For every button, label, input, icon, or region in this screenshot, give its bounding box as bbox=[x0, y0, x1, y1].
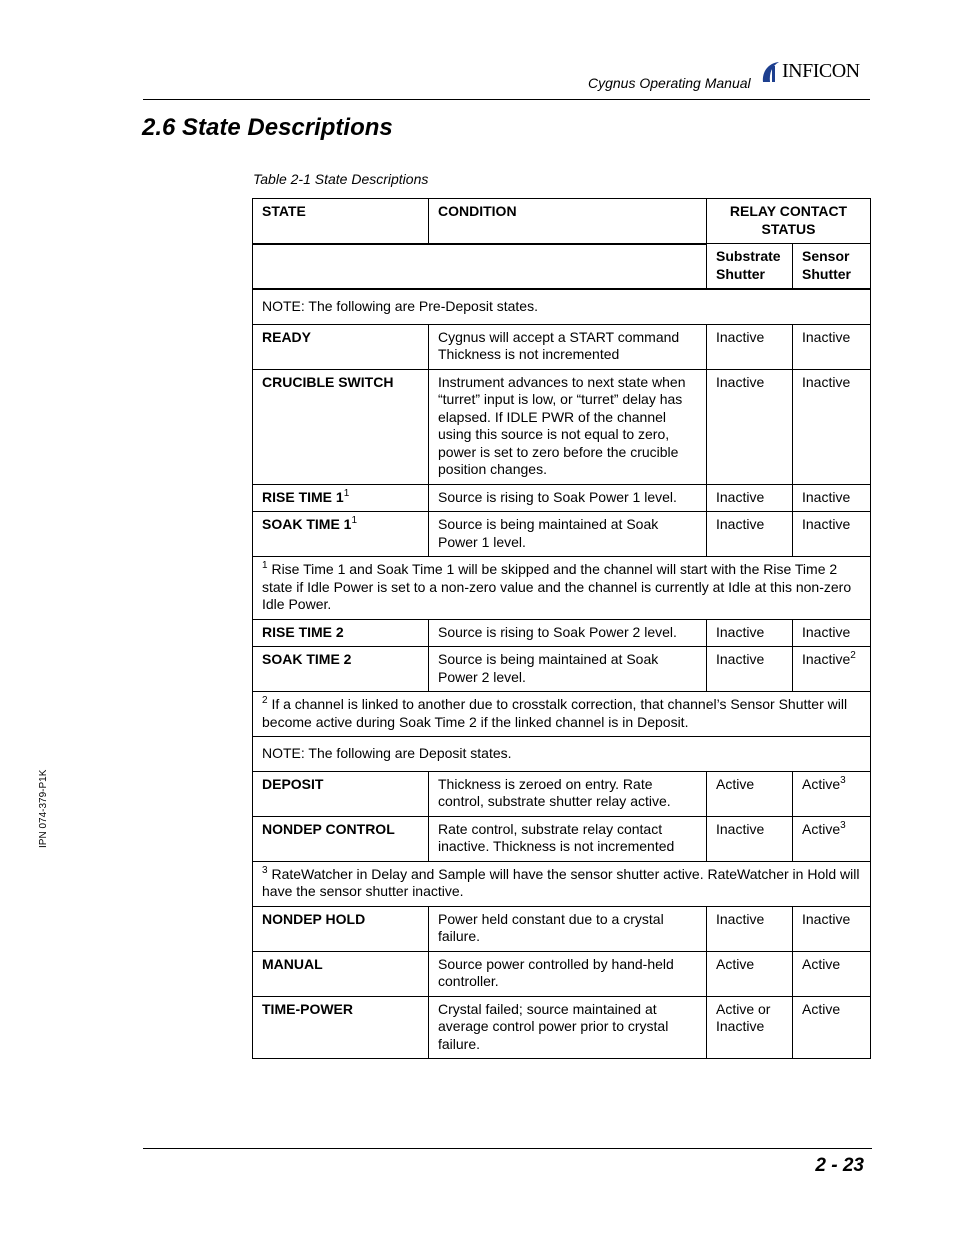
sensor-value: Inactive bbox=[802, 328, 851, 345]
substrate-cell: Inactive bbox=[707, 324, 793, 369]
sensor-value: Inactive bbox=[802, 516, 851, 532]
table-row bbox=[253, 647, 871, 692]
page-number: 2 - 23 bbox=[815, 1155, 864, 1176]
state-label: SOAK TIME 1 bbox=[262, 516, 352, 532]
sensor-footnote-ref: 3 bbox=[840, 819, 846, 831]
inficon-logo-icon bbox=[760, 60, 782, 86]
state-label: SOAK TIME 2 bbox=[262, 651, 352, 667]
state-cell bbox=[253, 816, 429, 861]
sensor-cell bbox=[793, 816, 871, 861]
condition-cell: Source is rising to Soak Power 2 level. bbox=[429, 619, 707, 647]
substrate-cell: Inactive bbox=[707, 369, 793, 484]
header-relay: RELAY CONTACT STATUS bbox=[707, 199, 871, 244]
sensor-cell bbox=[793, 951, 871, 996]
sensor-cell bbox=[793, 369, 871, 484]
table-row bbox=[253, 369, 871, 484]
footnote-1-text: Rise Time 1 and Soak Time 1 will be skipped and the channel will start with the Rise Time 2 state if Idle Power is set to a non-zero value and the channel is currently at Idle at this non-zero Idle Power. bbox=[262, 561, 852, 612]
table-row bbox=[253, 951, 871, 996]
table-row bbox=[253, 619, 871, 647]
logo-text: INFICON bbox=[782, 60, 860, 82]
state-label: RISE TIME 1 bbox=[262, 488, 344, 505]
substrate-cell: Inactive bbox=[707, 512, 793, 557]
subheader-blank bbox=[253, 244, 707, 290]
note-predeposit: NOTE: The following are Pre-Deposit states. bbox=[253, 289, 871, 324]
state-cell bbox=[253, 951, 429, 996]
part-number: IPN 074-379-P1K bbox=[38, 769, 49, 848]
footnote-3-mark: 3 bbox=[262, 864, 268, 876]
state-cell bbox=[253, 906, 429, 951]
state-label: NONDEP HOLD bbox=[262, 910, 366, 927]
state-cell bbox=[253, 484, 429, 512]
state-descriptions-table bbox=[252, 198, 871, 1059]
substrate-cell: Inactive bbox=[707, 619, 793, 647]
state-footnote-ref: 1 bbox=[351, 515, 358, 526]
sensor-cell bbox=[793, 647, 871, 692]
sensor-footnote-ref: 2 bbox=[850, 650, 856, 661]
state-footnote-ref: 1 bbox=[343, 487, 350, 499]
sensor-cell bbox=[793, 906, 871, 951]
sensor-value: Inactive bbox=[802, 373, 851, 390]
subheader-row bbox=[253, 244, 871, 290]
sensor-cell bbox=[793, 512, 871, 557]
substrate-cell: Inactive bbox=[707, 484, 793, 512]
state-label: MANUAL bbox=[262, 955, 323, 972]
footnote-1-mark: 1 bbox=[262, 560, 268, 571]
sensor-cell bbox=[793, 771, 871, 816]
condition-cell: Thickness is zeroed on entry. Rate control, substrate shutter relay active. bbox=[429, 771, 707, 816]
condition-cell: Cygnus will accept a START command Thickness is not incremented bbox=[429, 324, 707, 369]
substrate-cell: Active bbox=[707, 951, 793, 996]
state-cell bbox=[253, 996, 429, 1059]
state-label: TIME-POWER bbox=[262, 1000, 353, 1017]
inficon-logo bbox=[760, 60, 872, 86]
condition-cell: Power held constant due to a crystal failure. bbox=[429, 906, 707, 951]
footnote-2 bbox=[253, 692, 871, 737]
footnote-1-row bbox=[253, 557, 871, 620]
state-label: NONDEP CONTROL bbox=[262, 820, 395, 837]
state-cell bbox=[253, 324, 429, 369]
header-rule bbox=[143, 99, 870, 100]
footnote-3-text: RateWatcher in Delay and Sample will have the sensor shutter active. RateWatcher in Hold will have the sensor shutter inactive. bbox=[262, 865, 860, 899]
section-title: 2.6 State Descriptions bbox=[142, 114, 393, 141]
note-predeposit-row bbox=[253, 289, 871, 324]
sensor-value: Inactive bbox=[802, 651, 851, 667]
sensor-value: Active bbox=[802, 955, 841, 972]
header-sensor: Sensor Shutter bbox=[793, 244, 871, 290]
table-caption: Table 2-1 State Descriptions bbox=[253, 171, 429, 187]
footnote-3 bbox=[253, 861, 871, 906]
condition-cell: Rate control, substrate relay contact inactive. Thickness is not incremented bbox=[429, 816, 707, 861]
footnote-2-mark: 2 bbox=[262, 695, 268, 706]
sensor-value: Inactive bbox=[802, 488, 851, 505]
header-state: STATE bbox=[253, 199, 429, 244]
condition-cell: Source is being maintained at Soak Power 2 level. bbox=[429, 647, 707, 692]
sensor-value: Active bbox=[802, 775, 841, 792]
header-condition: CONDITION bbox=[429, 199, 707, 244]
table-row bbox=[253, 816, 871, 861]
state-label: RISE TIME 2 bbox=[262, 623, 344, 640]
state-cell bbox=[253, 771, 429, 816]
sensor-cell bbox=[793, 324, 871, 369]
condition-cell: Source power controlled by hand-held controller. bbox=[429, 951, 707, 996]
sensor-value: Inactive bbox=[802, 623, 851, 640]
condition-cell: Source is rising to Soak Power 1 level. bbox=[429, 484, 707, 512]
state-label: DEPOSIT bbox=[262, 775, 324, 792]
sensor-value: Active bbox=[802, 1000, 841, 1017]
substrate-cell: Inactive bbox=[707, 906, 793, 951]
table-row bbox=[253, 771, 871, 816]
condition-cell: Crystal failed; source maintained at average control power prior to crystal failure. bbox=[429, 996, 707, 1059]
manual-title: Cygnus Operating Manual bbox=[588, 75, 751, 91]
sensor-value: Inactive bbox=[802, 910, 851, 927]
sensor-value: Active bbox=[802, 820, 841, 837]
table-row bbox=[253, 996, 871, 1059]
state-cell bbox=[253, 619, 429, 647]
substrate-cell: Active or Inactive bbox=[707, 996, 793, 1059]
note-deposit: NOTE: The following are Deposit states. bbox=[253, 737, 871, 772]
footnote-2-row bbox=[253, 692, 871, 737]
table-row bbox=[253, 906, 871, 951]
sensor-cell bbox=[793, 996, 871, 1059]
state-label: CRUCIBLE SWITCH bbox=[262, 373, 394, 390]
note-deposit-row bbox=[253, 737, 871, 772]
header-substrate: Substrate Shutter bbox=[707, 244, 793, 290]
substrate-cell: Active bbox=[707, 771, 793, 816]
state-label: READY bbox=[262, 328, 312, 345]
footnote-3-row bbox=[253, 861, 871, 906]
state-cell bbox=[253, 369, 429, 484]
footnote-2-text: If a channel is linked to another due to crosstalk correction, that channel’s Sensor Shutter will become active during Soak Time 2 if the linked channel is in Deposit. bbox=[262, 696, 848, 730]
table-row bbox=[253, 512, 871, 557]
sensor-cell bbox=[793, 484, 871, 512]
footnote-1 bbox=[253, 557, 871, 620]
state-cell bbox=[253, 512, 429, 557]
sensor-footnote-ref: 3 bbox=[840, 774, 846, 786]
substrate-cell: Inactive bbox=[707, 816, 793, 861]
state-cell bbox=[253, 647, 429, 692]
table-row bbox=[253, 484, 871, 512]
table-row bbox=[253, 324, 871, 369]
sensor-cell bbox=[793, 619, 871, 647]
condition-cell: Instrument advances to next state when “turret” input is low, or “turret” delay has elapsed. If IDLE PWR of the channel using this source is not equal to zero, power is set to zero before the crucible position changes. bbox=[429, 369, 707, 484]
header-row bbox=[253, 199, 871, 244]
substrate-cell: Inactive bbox=[707, 647, 793, 692]
footer-rule bbox=[143, 1148, 872, 1149]
condition-cell: Source is being maintained at Soak Power 1 level. bbox=[429, 512, 707, 557]
